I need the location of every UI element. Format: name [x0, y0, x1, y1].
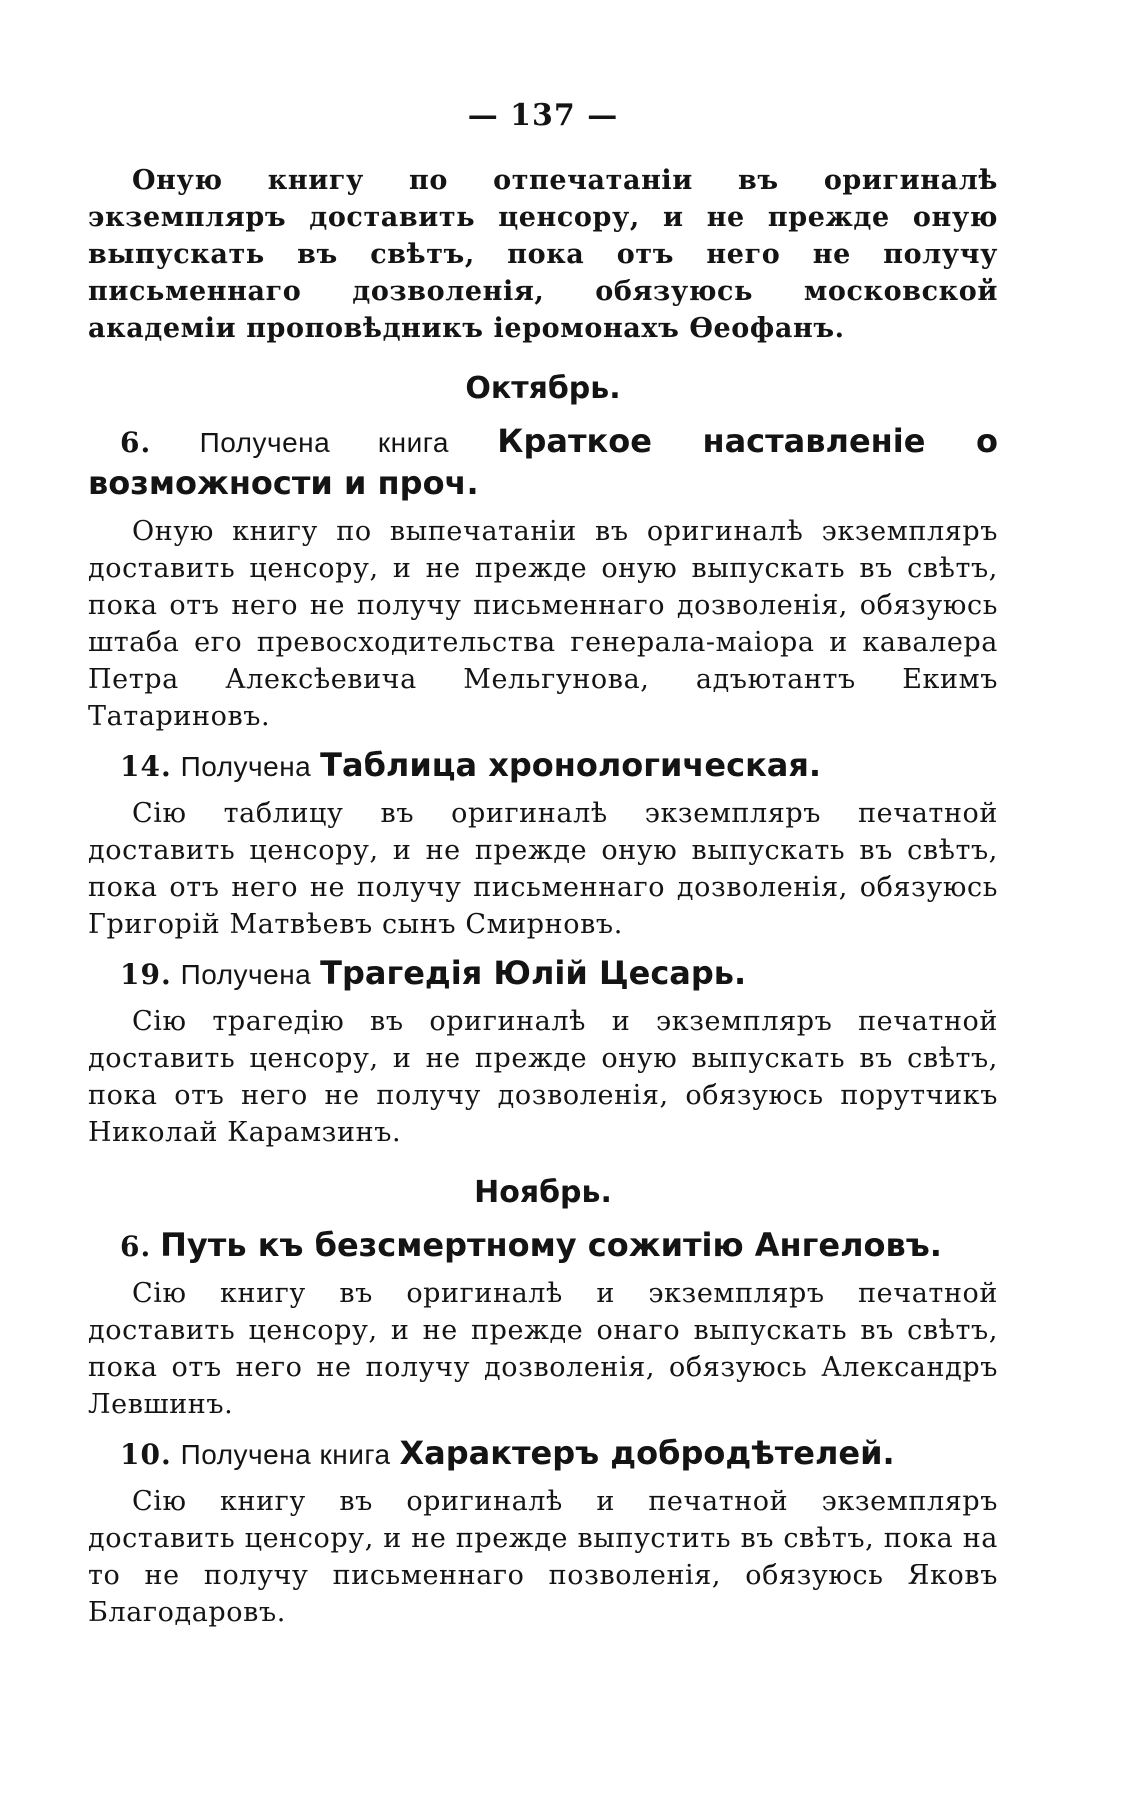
entry-title: Трагедія Юлій Цесарь. — [320, 954, 747, 992]
entry-title: Таблица хронологическая. — [320, 746, 822, 784]
entry-lead: Получена книга — [199, 427, 449, 458]
entry-title: Характеръ добродѣтелей. — [399, 1434, 895, 1472]
entry-number: 14. — [120, 750, 172, 783]
entry-heading — [88, 745, 998, 787]
entry-heading — [88, 953, 998, 995]
entry-nov-6 — [88, 1225, 998, 1423]
entry-lead: Получена — [180, 751, 312, 782]
entry-oct-14 — [88, 745, 998, 943]
entry-text: Сію таблицу въ оригиналѣ экземпляръ печатной доставить ценсору, и не прежде оную выпускать въ свѣтъ, пока отъ него не получу письменнаго дозволенія, обязуюсь Григорій Матвѣевъ сынъ Смирновъ. — [88, 798, 998, 940]
entry-lead: Получена книга — [180, 1439, 391, 1470]
entry-text: Сію книгу въ оригиналѣ и экземпляръ печатной доставить ценсору, и не прежде онаго выпускать въ свѣтъ, пока отъ него не получу дозволенія, обязуюсь Александръ Левшинъ. — [88, 1278, 998, 1420]
section-november — [88, 1173, 998, 1631]
entry-text: Сію трагедію въ оригиналѣ и экземпляръ печатной доставить ценсору, и не прежде оную выпускать въ свѣтъ, пока отъ него не получу дозволенія, обязуюсь порутчикъ Николай Карамзинъ. — [88, 1006, 998, 1148]
entry-heading — [88, 1433, 998, 1475]
entry-oct-6 — [88, 421, 998, 735]
entry-lead: Получена — [180, 959, 312, 990]
page-number: — 137 — — [467, 98, 619, 133]
entry-oct-19 — [88, 953, 998, 1151]
entry-number: 6. — [120, 1230, 152, 1263]
entry-title: Путь къ безсмертному сожитію Ангеловъ. — [160, 1226, 942, 1264]
entry-nov-10 — [88, 1433, 998, 1631]
month-heading: Ноябрь. — [474, 1175, 612, 1210]
month-heading: Октябрь. — [465, 371, 621, 406]
entry-text: Оную книгу по выпечатаніи въ оригиналѣ экземпляръ доставить ценсору, и не прежде оную выпускать въ свѣтъ, пока отъ него не получу письменнаго дозволенія, обязуюсь штаба его превосходительства генерала-маіора и кавалера Петра Алексѣевича Мельгунова, адъютантъ Екимъ Татариновъ. — [88, 516, 998, 732]
section-october — [88, 369, 998, 1151]
entry-heading — [88, 1225, 998, 1267]
entry-number: 6. — [120, 426, 152, 459]
document-page — [88, 96, 998, 1631]
entry-text: Сію книгу въ оригиналѣ и печатной экземпляръ доставить ценсору, и не прежде выпустить въ свѣтъ, пока на то не получу письменнаго позволенія, обязуюсь Яковъ Благодаровъ. — [88, 1486, 998, 1628]
entry-heading — [88, 421, 998, 505]
entry-number: 10. — [120, 1438, 172, 1471]
entry-title: Краткое наставленіе о возможности и проч. — [88, 422, 999, 502]
entry-number: 19. — [120, 958, 172, 991]
intro-paragraph: Оную книгу по отпечатаніи въ оригиналѣ экземпляръ доставить ценсору, и не прежде оную выпускать въ свѣтъ, пока отъ него не получу письменнаго дозволенія, обязуюсь московской академіи проповѣдникъ іеромонахъ Ѳеофанъ. — [88, 165, 998, 344]
